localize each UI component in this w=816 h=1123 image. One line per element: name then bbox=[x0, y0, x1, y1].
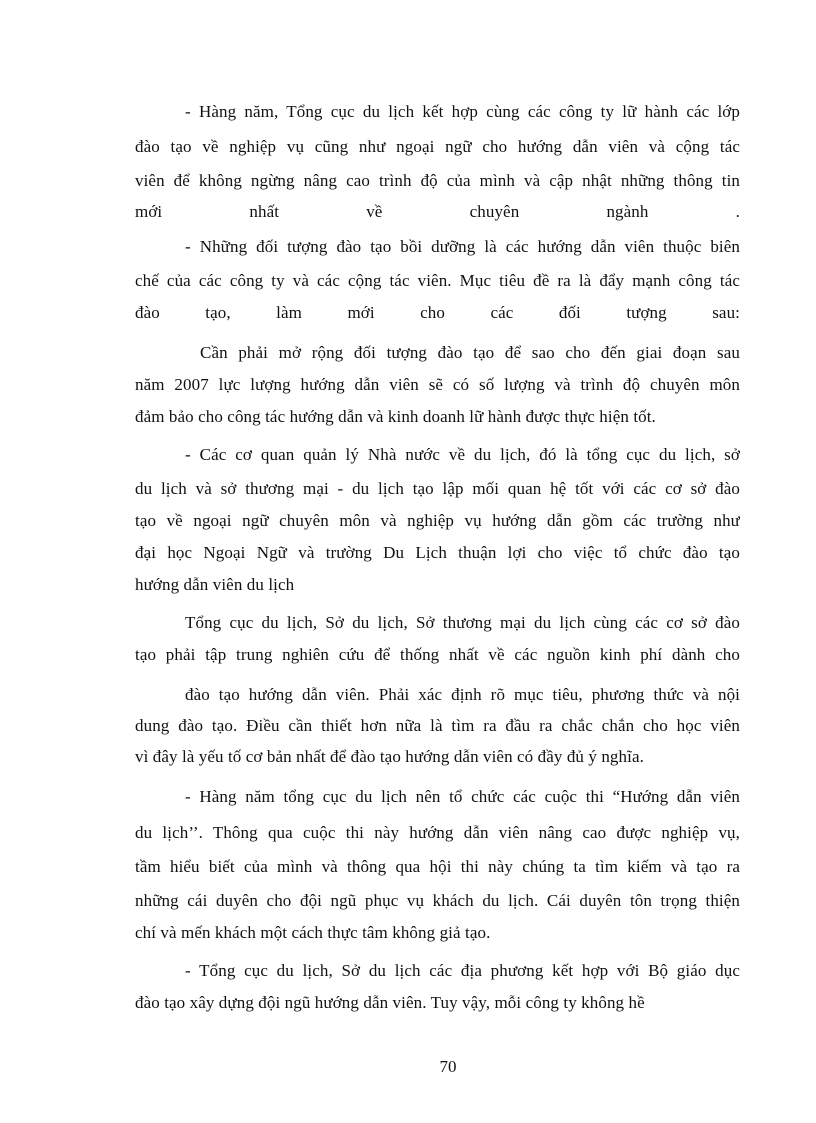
paragraph-line: mới nhất về chuyên ngành . bbox=[135, 202, 740, 221]
paragraph-line: đào tạo hướng dẫn viên. Phải xác định rõ mục tiêu, phương thức và nội bbox=[185, 685, 740, 704]
paragraph-line: năm 2007 lực lượng hướng dẫn viên sẽ có số lượng và trình độ chuyên môn bbox=[135, 375, 740, 394]
paragraph-line: đảm bảo cho công tác hướng dẫn và kinh doanh lữ hành được thực hiện tốt. bbox=[135, 407, 656, 426]
paragraph-line: viên để không ngừng nâng cao trình độ của mình và cập nhật những thông tin bbox=[135, 171, 740, 190]
paragraph-line: tạo về ngoại ngữ chuyên môn và nghiệp vụ hướng dẫn gồm các trường như bbox=[135, 511, 740, 530]
paragraph-line: - Hàng năm, Tổng cục du lịch kết hợp cùng các công ty lữ hành các lớp bbox=[185, 102, 740, 121]
paragraph-line: Cần phải mở rộng đối tượng đào tạo để sao cho đến giai đoạn sau bbox=[200, 343, 740, 362]
paragraph-line: tạo phải tập trung nghiên cứu để thống nhất về các nguồn kinh phí dành cho bbox=[135, 645, 740, 664]
paragraph-line: du lịch’’. Thông qua cuộc thi này hướng dẫn viên nâng cao được nghiệp vụ, bbox=[135, 823, 740, 842]
paragraph-line: dung đào tạo. Điều cần thiết hơn nữa là tìm ra đầu ra chắc chắn cho học viên bbox=[135, 716, 740, 735]
paragraph-line: đào tạo, làm mới cho các đối tượng sau: bbox=[135, 303, 740, 322]
paragraph-line: - Hàng năm tổng cục du lịch nên tổ chức các cuộc thi “Hướng dẫn viên bbox=[185, 787, 740, 806]
paragraph-line: - Tổng cục du lịch, Sở du lịch các địa phương kết hợp với Bộ giáo dục bbox=[185, 961, 740, 980]
page-number: 70 bbox=[439, 1057, 457, 1076]
paragraph-line: du lịch và sở thương mại - du lịch tạo lập mối quan hệ tốt với các cơ sở đào bbox=[135, 479, 740, 498]
paragraph-line: - Những đối tượng đào tạo bồi dưỡng là các hướng dẫn viên thuộc biên bbox=[185, 237, 740, 256]
paragraph-line: đại học Ngoại Ngữ và trường Du Lịch thuận lợi cho việc tổ chức đào tạo bbox=[135, 543, 740, 562]
paragraph-line: Tổng cục du lịch, Sở du lịch, Sở thương mại du lịch cùng các cơ sở đào bbox=[185, 613, 740, 632]
paragraph-line: đào tạo xây dựng đội ngũ hướng dẫn viên. Tuy vậy, mỗi công ty không hề bbox=[135, 993, 645, 1012]
paragraph-line: chế của các công ty và các cộng tác viên. Mục tiêu đề ra là đẩy mạnh công tác bbox=[135, 271, 740, 290]
paragraph-line: - Các cơ quan quản lý Nhà nước về du lịch, đó là tổng cục du lịch, sở bbox=[185, 445, 740, 464]
paragraph-line: đào tạo về nghiệp vụ cũng như ngoại ngữ cho hướng dẫn viên và cộng tác bbox=[135, 137, 740, 156]
paragraph-line: hướng dẫn viên du lịch bbox=[135, 575, 295, 594]
paragraph-line: vì đây là yếu tố cơ bản nhất để đào tạo hướng dẫn viên có đầy đủ ý nghĩa. bbox=[135, 747, 644, 766]
paragraph-line: chí và mến khách một cách thực tâm không giả tạo. bbox=[135, 923, 491, 942]
paragraph-line: những cái duyên cho đội ngũ phục vụ khách du lịch. Cái duyên tôn trọng thiện bbox=[135, 891, 740, 910]
paragraph-line: tầm hiểu biết của mình và thông qua hội thi này chúng ta tìm kiếm và tạo ra bbox=[135, 857, 740, 876]
